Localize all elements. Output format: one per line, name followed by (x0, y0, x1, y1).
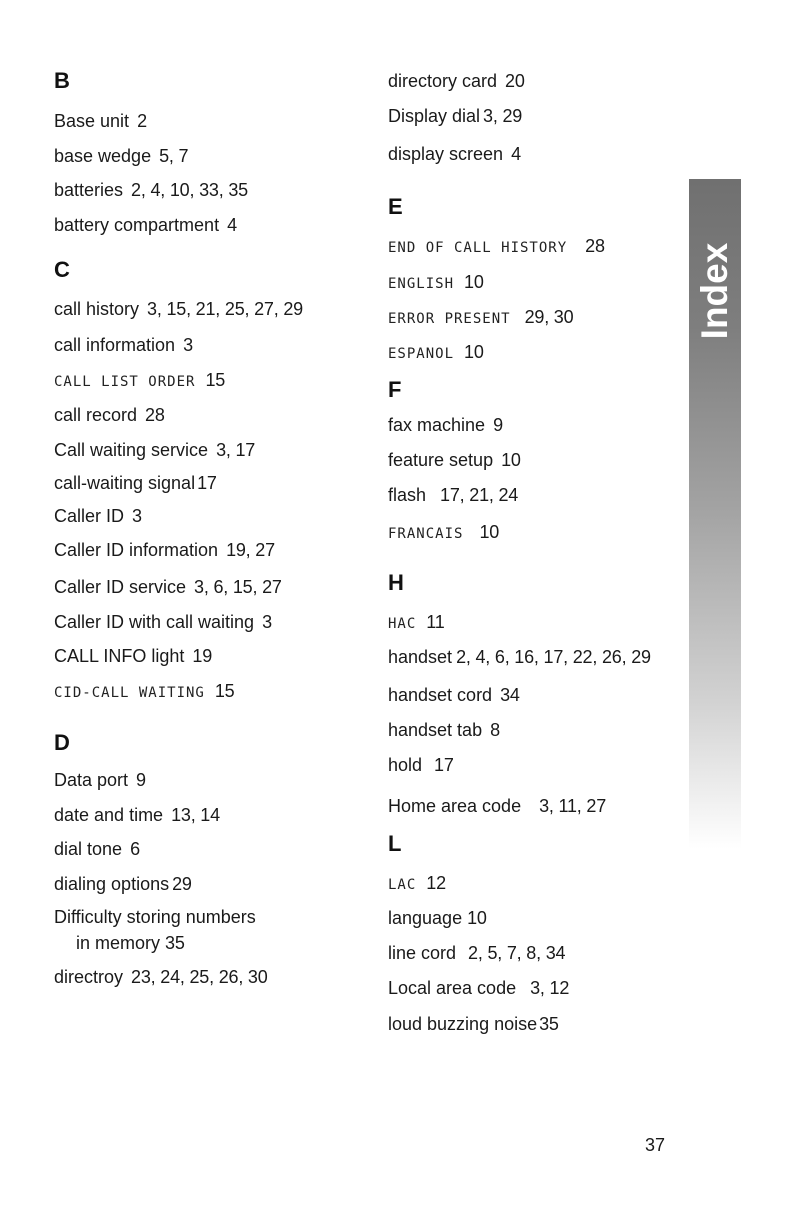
entry-term: Difficulty storing numbers (54, 907, 256, 927)
entry-term: Local area code (388, 978, 517, 998)
entry-pages: 3 (183, 335, 193, 355)
entry-term: loud buzzing noise (388, 1014, 538, 1034)
index-entry (54, 539, 275, 561)
index-entry (54, 179, 248, 201)
entry-term: Call waiting service (54, 440, 209, 460)
entry-pages: 28 (585, 236, 605, 256)
entry-pages: 3, 12 (530, 978, 570, 998)
index-entry (388, 684, 520, 706)
index-entry (388, 484, 518, 506)
index-entry (388, 306, 573, 330)
entry-pages: 6 (130, 839, 140, 859)
entry-pages: 2 (137, 111, 147, 131)
entry-pages: 9 (493, 415, 503, 435)
entry-pages: 10 (467, 908, 487, 928)
section-letter-f: F (388, 377, 402, 402)
entry-pages: 13, 14 (171, 805, 220, 825)
entry-term: handset tab (388, 720, 483, 740)
index-entry (388, 414, 503, 436)
index-entry (388, 942, 565, 964)
entry-pages: 15 (205, 370, 226, 390)
index-entry (388, 521, 499, 545)
entry-term: Caller ID with call waiting (54, 612, 255, 632)
entry-term: Display dial (388, 106, 481, 126)
entry-term: base wedge (54, 146, 152, 166)
entry-pages: 10 (464, 342, 484, 362)
index-entry (54, 298, 303, 320)
entry-term: call-waiting signal (54, 473, 196, 493)
entry-term: language (388, 908, 463, 928)
entry-pages: 17 (434, 755, 454, 775)
entry-pages: 4 (227, 215, 237, 235)
index-entry (54, 804, 220, 826)
index-tab-label: Index (694, 242, 735, 340)
section-letter-e: E (388, 194, 403, 219)
entry-pages: 3, 11, 27 (539, 796, 606, 816)
entry-pages: 19 (192, 646, 213, 666)
entry-term: ESPANOL (388, 346, 455, 362)
entry-term: HAC (388, 616, 417, 632)
index-entry (388, 341, 484, 365)
entry-term: Home area code (388, 796, 522, 816)
entry-pages: 35 (539, 1014, 559, 1034)
entry-term: ENGLISH (388, 276, 455, 292)
index-entry (54, 334, 193, 356)
entry-term: ERROR PRESENT (388, 311, 511, 327)
index-entry (388, 795, 606, 817)
entry-pages: 10 (501, 450, 521, 470)
entry-term: handset cord (388, 685, 493, 705)
entry-term: LAC (388, 877, 417, 893)
entry-pages: 3 (132, 506, 142, 526)
entry-term: CALL LIST ORDER (54, 374, 196, 390)
entry-pages: 23, 24, 25, 26, 30 (131, 967, 268, 987)
entry-pages: 19, 27 (226, 540, 275, 560)
section-letter-c: C (54, 257, 70, 282)
entry-term: feature setup (388, 450, 494, 470)
entry-term-cont: in memory (76, 933, 161, 953)
entry-term: Data port (54, 770, 129, 790)
entry-term: Caller ID information (54, 540, 219, 560)
index-entry (54, 472, 217, 494)
entry-pages: 2, 4, 6, 16, 17, 22, 26, 29 (456, 647, 651, 667)
index-entry (388, 977, 569, 999)
index-entry (54, 645, 212, 667)
entry-pages: 28 (145, 405, 165, 425)
entry-term: dial tone (54, 839, 123, 859)
entry-term-continued (54, 930, 314, 956)
section-letter-b: B (54, 68, 70, 93)
entry-term: display screen (388, 144, 504, 164)
index-entry (388, 143, 521, 165)
entry-term: directory card (388, 71, 498, 91)
entry-pages: 2, 5, 7, 8, 34 (468, 943, 566, 963)
index-entry (388, 646, 651, 668)
entry-pages: 35 (165, 933, 185, 953)
entry-term: hold (388, 755, 423, 775)
entry-pages: 17, 21, 24 (440, 485, 519, 505)
entry-term: call history (54, 299, 140, 319)
entry-pages: 29, 30 (524, 307, 574, 327)
entry-pages: 15 (214, 681, 235, 701)
entry-term: CALL INFO light (54, 646, 185, 666)
entry-term: handset (388, 647, 453, 667)
index-entry (54, 505, 142, 527)
entry-term: Caller ID service (54, 577, 187, 597)
entry-pages: 3, 15, 21, 25, 27, 29 (147, 299, 303, 319)
entry-term: battery compartment (54, 215, 220, 235)
page-number: 37 (645, 1135, 666, 1155)
entry-pages: 12 (426, 873, 446, 893)
entry-term: batteries (54, 180, 124, 200)
index-entry (54, 966, 268, 988)
index-entry (388, 449, 521, 471)
entry-pages: 4 (511, 144, 521, 164)
index-entry (388, 105, 522, 127)
entry-pages: 3, 17 (216, 440, 256, 460)
entry-term: call information (54, 335, 176, 355)
index-tab (689, 179, 741, 849)
entry-term: date and time (54, 805, 164, 825)
entry-term: END OF CALL HISTORY (388, 240, 568, 256)
index-entry (54, 145, 188, 167)
index-entry (54, 769, 146, 791)
entry-pages: 3, 29 (483, 106, 523, 126)
entry-term: line cord (388, 943, 457, 963)
index-entry (54, 110, 147, 132)
entry-pages: 3 (262, 612, 272, 632)
entry-pages: 9 (136, 770, 146, 790)
entry-term: fax machine (388, 415, 486, 435)
entry-pages: 17 (197, 473, 217, 493)
index-entry (388, 907, 487, 929)
index-entry (388, 1013, 559, 1035)
index-entry (54, 214, 237, 236)
index-entry (54, 904, 314, 956)
entry-pages: 3, 6, 15, 27 (194, 577, 282, 597)
index-entry (54, 369, 225, 393)
index-entry (388, 872, 446, 896)
index-entry (54, 576, 282, 598)
index-entry (388, 271, 484, 295)
entry-pages: 10 (464, 272, 484, 292)
index-entry (54, 680, 234, 704)
index-entry (388, 70, 525, 92)
index-entry (54, 873, 192, 895)
entry-pages: 20 (505, 71, 525, 91)
entry-term: FRANCAIS (388, 526, 464, 542)
section-letter-d: D (54, 730, 70, 755)
index-entry (54, 439, 255, 461)
index-entry (54, 404, 165, 426)
entry-pages: 5, 7 (159, 146, 189, 166)
entry-pages: 11 (426, 612, 445, 632)
entry-pages: 10 (479, 522, 500, 542)
entry-term: Caller ID (54, 506, 125, 526)
entry-term: flash (388, 485, 427, 505)
index-entry (388, 754, 454, 776)
entry-term: directroy (54, 967, 124, 987)
entry-term: CID-CALL WAITING (54, 685, 205, 701)
index-entry (54, 611, 272, 633)
index-entry (388, 235, 605, 259)
entry-term: Base unit (54, 111, 130, 131)
entry-pages: 2, 4, 10, 33, 35 (131, 180, 248, 200)
index-entry (388, 719, 500, 741)
entry-pages: 8 (490, 720, 500, 740)
index-entry (388, 611, 445, 635)
entry-pages: 34 (500, 685, 520, 705)
entry-pages: 29 (172, 874, 192, 894)
section-letter-h: H (388, 570, 404, 595)
index-entry (54, 838, 140, 860)
section-letter-l: L (388, 831, 402, 856)
entry-term: dialing options (54, 874, 170, 894)
entry-term: call record (54, 405, 138, 425)
